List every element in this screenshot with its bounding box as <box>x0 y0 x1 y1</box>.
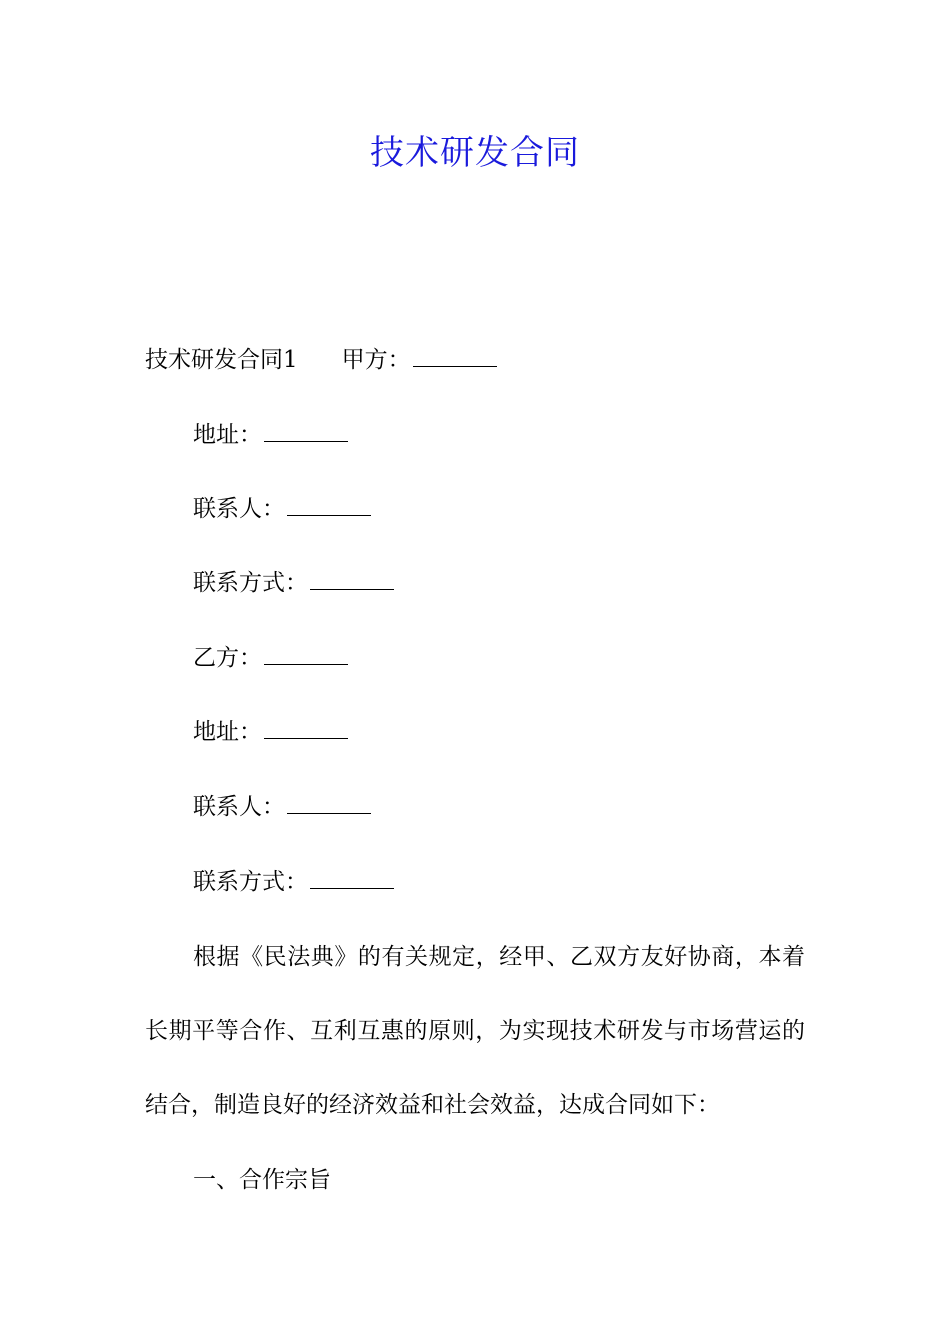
party-a-phone-label: 联系方式： <box>193 570 308 596</box>
party-b-address-line <box>193 716 348 748</box>
party-a-contact-line <box>193 493 371 525</box>
party-a-phone-blank <box>310 588 394 590</box>
party-a-address-blank <box>264 440 348 442</box>
party-b-address-label: 地址： <box>193 719 262 745</box>
party-a-contact-blank <box>287 514 371 516</box>
party-b-contact-label: 联系人： <box>193 794 285 820</box>
party-b-blank <box>264 663 348 665</box>
heading-line <box>145 344 497 376</box>
party-a-contact-label: 联系人： <box>193 496 285 522</box>
party-b-address-blank <box>264 737 348 739</box>
document-title: 技术研发合同 <box>370 133 580 173</box>
party-a-address-line <box>193 419 348 451</box>
party-b-contact-line <box>193 791 371 823</box>
preamble-paragraph: 根据《民法典》的有关规定，经甲、乙双方友好协商，本着长期平等合作、互利互惠的原则，为实现技术研发与市场营运的结合，制造良好的经济效益和社会效益，达成合同如下： <box>145 944 805 1118</box>
party-b-phone-blank <box>310 887 394 889</box>
party-b-label: 乙方： <box>193 645 262 671</box>
party-a-blank <box>413 365 497 367</box>
party-b-phone-label: 联系方式： <box>193 869 308 895</box>
contract-label: 技术研发合同1 <box>145 347 298 373</box>
party-b-contact-blank <box>287 812 371 814</box>
party-a-address-label: 地址： <box>193 422 262 448</box>
section-1-heading: 一、合作宗旨 <box>193 1167 331 1193</box>
party-a-phone-line <box>193 567 394 599</box>
party-a-label: 甲方： <box>341 347 411 373</box>
party-b-phone-line <box>193 866 394 898</box>
party-b-line <box>193 642 348 674</box>
